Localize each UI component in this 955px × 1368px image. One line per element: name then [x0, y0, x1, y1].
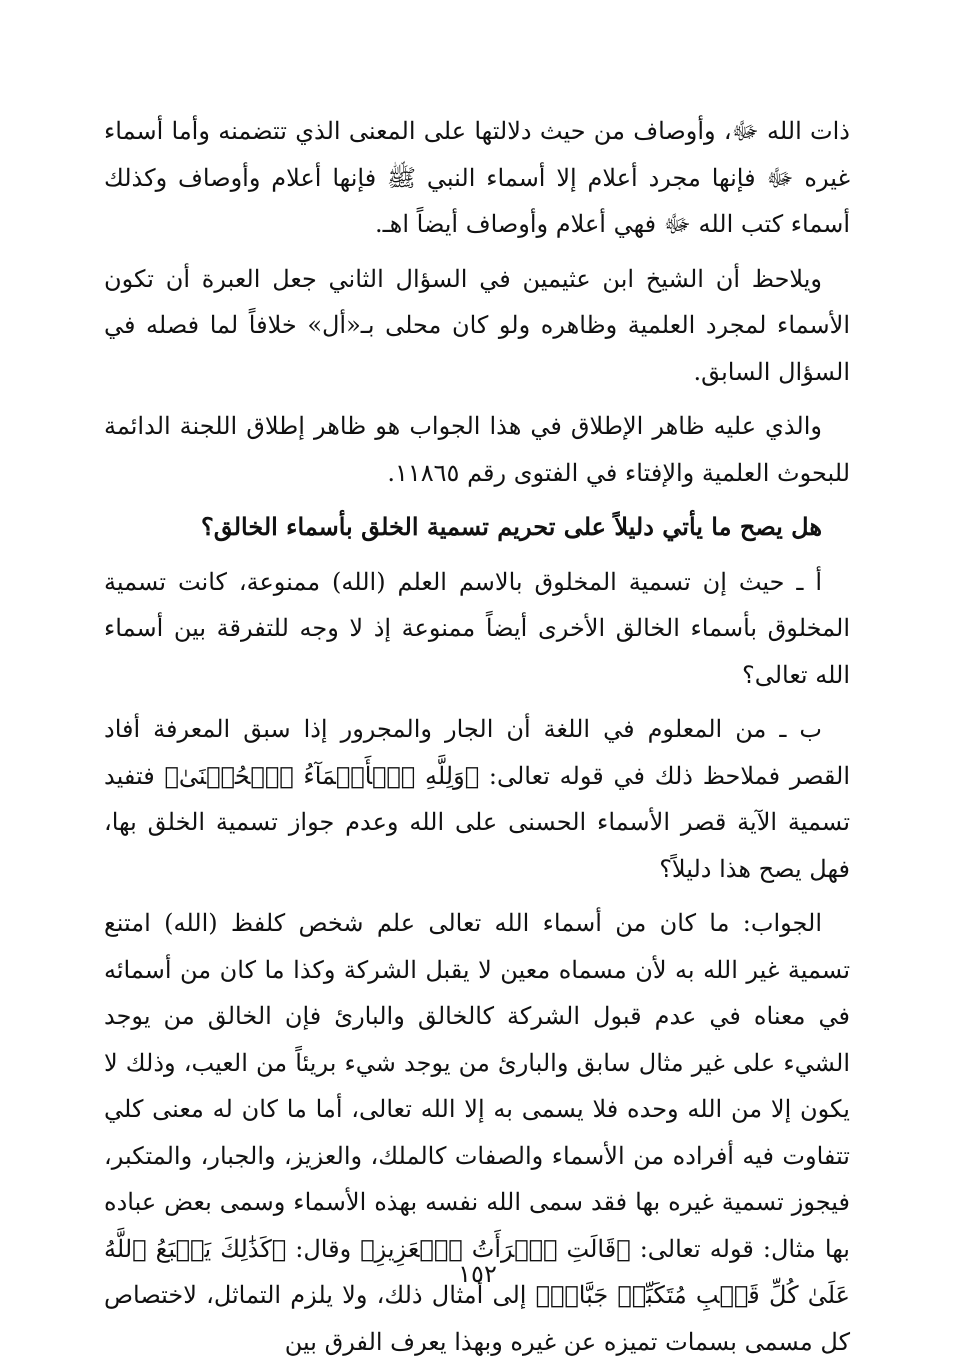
paragraph-observation: ويلاحظ أن الشيخ ابن عثيمين في السؤال الثاني جعل العبرة أن تكون الأسماء لمجرد العلمية وظاهره ولو كان محلى بـ«أل» خلافاً لما فصله في السؤال السابق.: [104, 264, 850, 386]
paragraph-quote-end: ذات الله ﷻ، وأوصاف من حيث دلالتها على المعنى الذي تتضمنه وأما أسماء غيره ﷻ فإنها مجرد أعلام إلا أسماء النبي ﷺ فإنها أعلام وأوصاف وكذلك أسماء كتب الله ﷻ فهي أعلام وأوصاف أيضاً اهـ.: [104, 117, 850, 238]
page-number: ١٥٢: [458, 1260, 497, 1288]
question-heading: هل يصح ما يأتي دليلاً على تحريم تسمية الخلق بأسماء الخالق؟: [200, 512, 822, 541]
paragraph-committee: والذي عليه ظاهر الإطلاق في هذا الجواب هو ظاهر إطلاق اللجنة الدائمة للبحوث العلمية والإفتاء في الفتوى رقم ١١٨٦٥.: [104, 412, 850, 487]
body-text: [104, 108, 850, 1365]
paragraph-point-a: أ ـ حيث إن تسمية المخلوق بالاسم العلم (الله) ممنوعة، كانت تسمية المخلوق بأسماء الخالق الأخرى أيضاً ممنوعة إذ لا وجه للتفرقة بين أسماء الله تعالى؟: [104, 567, 850, 689]
paragraph-answer: الجواب: ما كان من أسماء الله تعالى علم شخص كلفظ (الله) امتنع تسمية غير الله به لأن مسماه معين لا يقبل الشركة وكذا ما كان من أسمائه في معناه في عدم قبول الشركة كالخالق والبارئ فإن الخالق من يوجد الشيء على غير مثال سابق والبارئ من يوجد شيء بريئاً من العيب، وذلك لا يكون إلا من الله وحده فلا يسمى به إلا الله تعالى، أما ما كان له معنى كلي تتفاوت فيه أفراده من الأسماء والصفات كالملك، والعزيز، والجبار، والمتكبر، فيجوز تسمية غيره بها فقد سمى الله نفسه بهذه الأسماء وسمى بعض عباده بها مثال: قوله تعالى: ﴿قَالَتِ ٱمۡرَأَتُ ٱلۡعَزِيزِ﴾ وقال: ﴿كَذَٰلِكَ يَطۡبَعُ ٱللَّهُ عَلَىٰ كُلِّ قَلۡبِ مُتَكَبِّرٖ جَبَّارٖ﴾ إلى أمثال ذلك، ولا يلزم التماثل، لاختصاص كل مسمى بسمات تميزه عن غيره وبهذا يعرف الفرق بين: [104, 909, 850, 1356]
paragraph-point-b: ب ـ من المعلوم في اللغة أن الجار والمجرور إذا سبق المعرفة أفاد القصر فملاحظ ذلك في قوله تعالى: ﴿وَلِلَّهِ ٱلۡأَسۡمَآءُ ٱلۡحُسۡنَىٰ﴾ فتفيد تسمية الآية قصر الأسماء الحسنى على الله وعدم جواز تسمية الخلق بها، فهل يصح هذا دليلاً؟: [104, 715, 851, 883]
